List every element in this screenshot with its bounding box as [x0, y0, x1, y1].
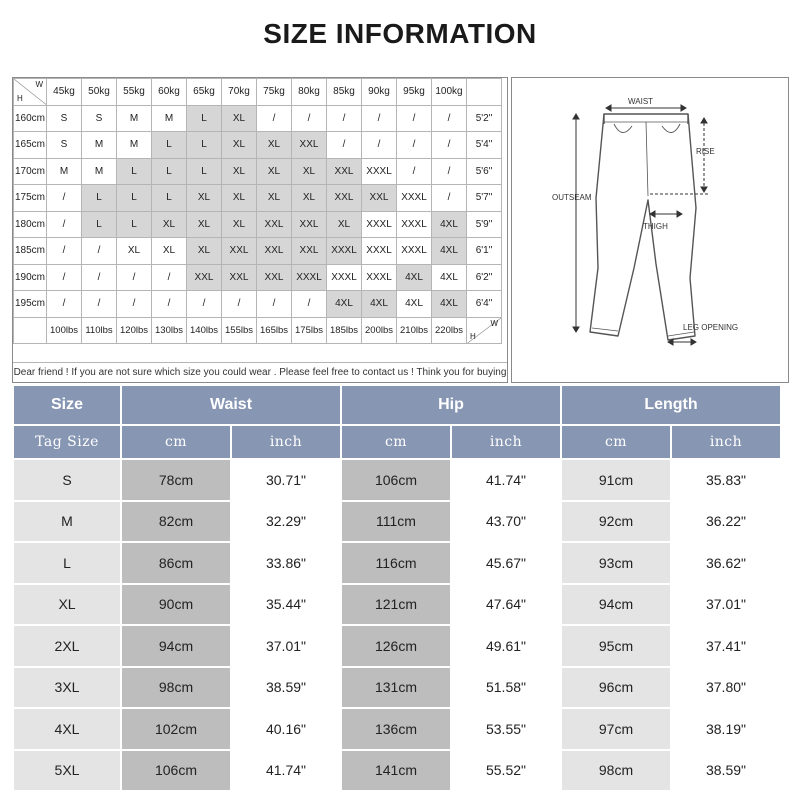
size-cell: 4XL [432, 264, 467, 291]
measurement-cell: 95cm [562, 626, 670, 666]
measurement-cell: 116cm [342, 543, 450, 583]
measurement-cell: 96cm [562, 668, 670, 708]
weight-kg-label: 75kg [257, 79, 292, 106]
measurement-cell: 40.16" [232, 709, 340, 749]
height-inch-label: 6'2" [467, 264, 502, 291]
height-inch-label: 5'2" [467, 105, 502, 132]
weight-lbs-label: 220lbs [432, 317, 467, 344]
recommendation-table [13, 78, 502, 344]
tag-size-cell: 4XL [14, 709, 120, 749]
measurement-cell: 47.64" [452, 585, 560, 625]
measurement-cell: 121cm [342, 585, 450, 625]
size-cell: XXXL [327, 264, 362, 291]
header-size: Size [14, 386, 120, 424]
size-cell: M [82, 158, 117, 185]
subheader-tag-size: Tag Size [14, 426, 120, 458]
size-cell: / [117, 264, 152, 291]
measurement-cell: 98cm [122, 668, 230, 708]
size-cell: / [397, 105, 432, 132]
weight-lbs-label: 110lbs [82, 317, 117, 344]
subheader-length-inch: inch [672, 426, 780, 458]
size-row [14, 751, 780, 791]
size-cell: L [152, 158, 187, 185]
size-cell: 4XL [397, 291, 432, 318]
height-cm-label: 195cm [14, 291, 47, 318]
size-cell: XL [187, 211, 222, 238]
size-cell: XL [257, 185, 292, 212]
corner-h-label: H [470, 332, 476, 341]
size-cell: 4XL [397, 264, 432, 291]
rise-label: RISE [696, 147, 715, 156]
size-cell: / [257, 105, 292, 132]
corner-cell [467, 317, 502, 344]
size-cell: / [257, 291, 292, 318]
waist-label: WAIST [628, 97, 654, 106]
measurement-cell: 106cm [342, 460, 450, 500]
spec-header-row [14, 386, 780, 424]
measurement-cell: 86cm [122, 543, 230, 583]
size-cell: 4XL [362, 291, 397, 318]
size-cell: / [432, 132, 467, 159]
weight-kg-label: 90kg [362, 79, 397, 106]
size-cell: XXXL [362, 238, 397, 265]
weight-lbs-label: 130lbs [152, 317, 187, 344]
size-cell: XL [187, 185, 222, 212]
size-cell: / [82, 264, 117, 291]
height-row [14, 105, 502, 132]
size-cell: XXXL [362, 211, 397, 238]
pants-illustration [512, 78, 788, 382]
size-cell: XXL [257, 264, 292, 291]
measurement-cell: 33.86" [232, 543, 340, 583]
weight-lbs-label: 100lbs [47, 317, 82, 344]
measurement-cell: 97cm [562, 709, 670, 749]
size-cell: XXXL [327, 238, 362, 265]
measurement-cell: 36.62" [672, 543, 780, 583]
weight-kg-label: 60kg [152, 79, 187, 106]
blank-cell [14, 317, 47, 344]
tag-size-cell: S [14, 460, 120, 500]
size-cell: XXXL [397, 238, 432, 265]
measurement-cell: 38.19" [672, 709, 780, 749]
size-cell: XL [222, 132, 257, 159]
size-row [14, 626, 780, 666]
measurement-cell: 131cm [342, 668, 450, 708]
height-inch-label: 5'6" [467, 158, 502, 185]
outseam-label: OUTSEAM [552, 193, 592, 202]
height-row [14, 264, 502, 291]
size-cell: / [47, 185, 82, 212]
header-hip: Hip [342, 386, 560, 424]
measurement-cell: 92cm [562, 502, 670, 542]
page-title: SIZE INFORMATION [263, 18, 537, 49]
subheader-hip-cm: cm [342, 426, 450, 458]
size-spec-table [12, 384, 782, 792]
size-cell: XXL [292, 132, 327, 159]
measurement-cell: 90cm [122, 585, 230, 625]
measurement-cell: 37.41" [672, 626, 780, 666]
size-cell: XXL [292, 211, 327, 238]
height-row [14, 238, 502, 265]
size-cell: 4XL [432, 238, 467, 265]
size-cell: / [152, 291, 187, 318]
weight-lbs-label: 185lbs [327, 317, 362, 344]
size-cell: M [152, 105, 187, 132]
header-waist: Waist [122, 386, 340, 424]
weight-kg-label: 65kg [187, 79, 222, 106]
height-row [14, 211, 502, 238]
size-cell: S [47, 105, 82, 132]
size-cell: L [152, 185, 187, 212]
header-length: Length [562, 386, 780, 424]
weight-lbs-label: 200lbs [362, 317, 397, 344]
size-row [14, 502, 780, 542]
size-row [14, 543, 780, 583]
tag-size-cell: 2XL [14, 626, 120, 666]
contact-note: Dear friend ! If you are not sure which size you could wear . Please feel free to contact us ! Think you for buying [13, 362, 507, 383]
size-cell: M [47, 158, 82, 185]
measurement-cell: 55.52" [452, 751, 560, 791]
measurement-cell: 53.55" [452, 709, 560, 749]
height-inch-label: 5'7" [467, 185, 502, 212]
thigh-label: THIGH [643, 222, 668, 231]
height-cm-label: 170cm [14, 158, 47, 185]
size-cell: / [362, 132, 397, 159]
size-recommendation-chart [12, 77, 508, 383]
measurement-cell: 38.59" [672, 751, 780, 791]
measurement-cell: 36.22" [672, 502, 780, 542]
measurement-cell: 45.67" [452, 543, 560, 583]
size-cell: XXL [222, 264, 257, 291]
measurement-cell: 41.74" [232, 751, 340, 791]
tag-size-cell: 3XL [14, 668, 120, 708]
height-row [14, 158, 502, 185]
size-cell: XXL [257, 238, 292, 265]
size-cell: L [117, 158, 152, 185]
height-cm-label: 160cm [14, 105, 47, 132]
subheader-waist-cm: cm [122, 426, 230, 458]
height-cm-label: 165cm [14, 132, 47, 159]
subheader-hip-inch: inch [452, 426, 560, 458]
size-cell: XL [292, 185, 327, 212]
size-cell: / [82, 291, 117, 318]
weight-kg-label: 70kg [222, 79, 257, 106]
measurement-cell: 106cm [122, 751, 230, 791]
measurement-cell: 32.29" [232, 502, 340, 542]
size-cell: XL [222, 185, 257, 212]
size-row [14, 460, 780, 500]
size-cell: / [327, 105, 362, 132]
tag-size-cell: 5XL [14, 751, 120, 791]
size-cell: / [222, 291, 257, 318]
size-cell: XXL [327, 158, 362, 185]
height-cm-label: 180cm [14, 211, 47, 238]
size-cell: XXL [187, 264, 222, 291]
measurement-cell: 91cm [562, 460, 670, 500]
measurement-cell: 51.58" [452, 668, 560, 708]
size-cell: / [327, 132, 362, 159]
weight-lbs-label: 175lbs [292, 317, 327, 344]
weight-lbs-label: 155lbs [222, 317, 257, 344]
size-cell: / [82, 238, 117, 265]
weight-lbs-label: 120lbs [117, 317, 152, 344]
size-cell: XL [187, 238, 222, 265]
size-cell: 4XL [432, 291, 467, 318]
tag-size-cell: M [14, 502, 120, 542]
weight-kg-label: 80kg [292, 79, 327, 106]
size-cell: XL [222, 105, 257, 132]
size-cell: M [117, 105, 152, 132]
weight-kg-label: 50kg [82, 79, 117, 106]
size-cell: XXXL [362, 158, 397, 185]
size-cell: / [152, 264, 187, 291]
size-cell: L [82, 185, 117, 212]
tag-size-cell: XL [14, 585, 120, 625]
size-row [14, 585, 780, 625]
size-cell: / [432, 105, 467, 132]
size-cell: XXL [222, 238, 257, 265]
height-cm-label: 175cm [14, 185, 47, 212]
measurement-cell: 82cm [122, 502, 230, 542]
measurement-cell: 37.01" [672, 585, 780, 625]
size-cell: / [292, 291, 327, 318]
size-cell: XL [117, 238, 152, 265]
corner-w-label: W [490, 318, 498, 328]
size-cell: L [152, 132, 187, 159]
weight-kg-label: 45kg [47, 79, 82, 106]
size-cell: XL [292, 158, 327, 185]
measurement-cell: 30.71" [232, 460, 340, 500]
weight-kg-label: 100kg [432, 79, 467, 106]
size-cell: L [82, 211, 117, 238]
measurement-cell: 111cm [342, 502, 450, 542]
size-cell: 4XL [327, 291, 362, 318]
height-row [14, 291, 502, 318]
size-cell: XXL [362, 185, 397, 212]
measurement-cell: 49.61" [452, 626, 560, 666]
size-cell: XXXL [397, 211, 432, 238]
size-cell: M [117, 132, 152, 159]
size-cell: M [82, 132, 117, 159]
size-row [14, 709, 780, 749]
measurement-cell: 38.59" [232, 668, 340, 708]
measurement-cell: 94cm [122, 626, 230, 666]
size-cell: XL [222, 211, 257, 238]
size-cell: / [362, 105, 397, 132]
measurement-cell: 102cm [122, 709, 230, 749]
size-cell: / [187, 291, 222, 318]
size-cell: L [187, 132, 222, 159]
size-cell: L [117, 185, 152, 212]
size-row [14, 668, 780, 708]
weight-kg-label: 95kg [397, 79, 432, 106]
size-cell: / [397, 132, 432, 159]
subheader-length-cm: cm [562, 426, 670, 458]
measurement-cell: 37.01" [232, 626, 340, 666]
size-cell: / [432, 185, 467, 212]
size-cell: / [117, 291, 152, 318]
measurement-cell: 93cm [562, 543, 670, 583]
size-cell: XXL [292, 238, 327, 265]
leg-opening-label: LEG OPENING [683, 323, 739, 332]
size-cell: XL [257, 158, 292, 185]
measurement-cell: 37.80" [672, 668, 780, 708]
blank-cell [467, 79, 502, 106]
measurement-cell: 98cm [562, 751, 670, 791]
weight-lbs-row [14, 317, 502, 344]
measurement-cell: 43.70" [452, 502, 560, 542]
measurement-cell: 94cm [562, 585, 670, 625]
height-row [14, 132, 502, 159]
size-cell: S [47, 132, 82, 159]
size-cell: S [82, 105, 117, 132]
height-inch-label: 6'4" [467, 291, 502, 318]
weight-kg-label: 85kg [327, 79, 362, 106]
size-cell: / [432, 158, 467, 185]
size-cell: / [47, 211, 82, 238]
size-cell: XL [152, 211, 187, 238]
size-cell: XL [152, 238, 187, 265]
weight-kg-label: 55kg [117, 79, 152, 106]
size-cell: L [117, 211, 152, 238]
size-cell: XXXL [362, 264, 397, 291]
spec-subheader-row [14, 426, 780, 458]
measurement-cell: 35.44" [232, 585, 340, 625]
size-cell: / [397, 158, 432, 185]
weight-header-row [14, 79, 502, 106]
height-cm-label: 185cm [14, 238, 47, 265]
height-inch-label: 6'1" [467, 238, 502, 265]
measurement-cell: 78cm [122, 460, 230, 500]
measurement-cell: 141cm [342, 751, 450, 791]
measurement-cell: 41.74" [452, 460, 560, 500]
size-cell: L [187, 158, 222, 185]
size-cell: XXL [327, 185, 362, 212]
size-cell: L [187, 105, 222, 132]
weight-lbs-label: 165lbs [257, 317, 292, 344]
size-cell: XXL [257, 211, 292, 238]
height-cm-label: 190cm [14, 264, 47, 291]
size-cell: XXXL [397, 185, 432, 212]
size-cell: XL [257, 132, 292, 159]
size-cell: / [47, 291, 82, 318]
corner-cell [14, 79, 47, 106]
size-cell: XL [222, 158, 257, 185]
weight-lbs-label: 210lbs [397, 317, 432, 344]
tag-size-cell: L [14, 543, 120, 583]
measurement-diagram [511, 77, 789, 383]
size-cell: / [292, 105, 327, 132]
height-inch-label: 5'9" [467, 211, 502, 238]
size-cell: / [47, 238, 82, 265]
size-cell: 4XL [432, 211, 467, 238]
subheader-waist-inch: inch [232, 426, 340, 458]
measurement-cell: 136cm [342, 709, 450, 749]
size-cell: / [47, 264, 82, 291]
measurement-cell: 126cm [342, 626, 450, 666]
corner-h-label: H [17, 93, 23, 103]
size-cell: XL [327, 211, 362, 238]
size-cell: XXXL [292, 264, 327, 291]
weight-lbs-label: 140lbs [187, 317, 222, 344]
measurement-cell: 35.83" [672, 460, 780, 500]
corner-w-label: W [35, 80, 43, 89]
height-row [14, 185, 502, 212]
height-inch-label: 5'4" [467, 132, 502, 159]
